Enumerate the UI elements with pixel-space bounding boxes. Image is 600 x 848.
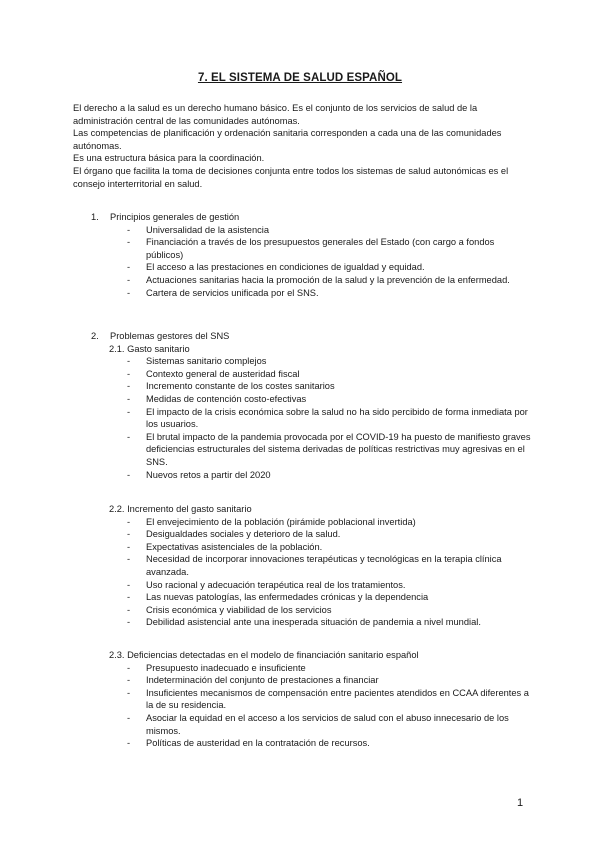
section-incremento [73,503,533,629]
section-heading-text: Principios generales de gestión [110,212,240,222]
section-deficiencias [73,649,533,750]
list-item: - Actuaciones sanitarias hacia la promoción de la salud y la prevención de la enfermedad. [73,274,533,287]
deficiencias-list [73,662,533,750]
list-item: - Asociar la equidad en el acceso a los servicios de salud con el abuso innecesario de los mismos. [73,712,533,737]
list-item: - Cartera de servicios unificada por el SNS. [73,287,533,300]
intro-paragraph: Las competencias de planificación y ordenación sanitaria corresponden a cada una de las comunidades autónomas. [73,128,502,151]
intro-paragraph: El órgano que facilita la toma de decisiones conjunta entre todos los sistemas de salud autonómicas es el consejo interterritorial en salud. [73,165,509,189]
section-heading-text: Problemas gestores del SNS [110,331,230,341]
intro-block [73,102,533,190]
list-item: - El acceso a las prestaciones en condiciones de igualdad y equidad. [73,261,533,274]
list-item: - Necesidad de incorporar innovaciones terapéuticas y tecnológicas en la terapia clínica avanzada. [73,553,533,578]
list-item: - Universalidad de la asistencia [73,224,533,237]
list-item: - Contexto general de austeridad fiscal [73,368,533,381]
list-item: - Expectativas asistenciales de la población. [73,541,533,554]
intro-paragraph: Es una estructura básica para la coordinación. [73,153,265,164]
page-number: 1 [517,797,524,809]
list-item: - Insuficientes mecanismos de compensación entre pacientes atendidos en CCAA diferentes a la de su residencia. [73,687,533,712]
incremento-list [73,516,533,629]
list-item: - Indeterminación del conjunto de prestaciones a financiar [73,674,533,687]
subsection-heading-incremento: 2.2. Incremento del gasto sanitario [109,504,252,514]
list-item: - Uso racional y adecuación terapéutica real de los tratamientos. [73,579,533,592]
section-number: 2. [91,331,99,341]
list-item: - El envejecimiento de la población (pirámide poblacional invertida) [73,516,533,529]
list-item: - Desigualdades sociales y deterioro de la salud. [73,528,533,541]
list-item: - Nuevos retos a partir del 2020 [73,469,533,482]
document-title: 7. EL SISTEMA DE SALUD ESPAÑOL [197,72,403,84]
intro-paragraph: El derecho a la salud es un derecho humano básico. Es el conjunto de los servicios de salud de la administración central de las comunidades autónomas. [73,103,478,126]
gasto-list [73,355,533,481]
list-item: - El impacto de la crisis económica sobre la salud no ha sido percibido de forma inmediata por los usuarios. [73,406,533,431]
list-item: - Políticas de austeridad en la contratación de recursos. [73,737,533,750]
section-principios [73,211,533,299]
section-heading [73,330,533,343]
list-item: - El brutal impacto de la pandemia provocada por el COVID-19 ha puesto de manifiesto graves deficiencias estructurales del sistema derivadas de políticas restrictivas muy agresivas en el SNS. [73,431,533,469]
list-item: - Medidas de contención costo-efectivas [73,393,533,406]
list-item: - Incremento constante de los costes sanitarios [73,380,533,393]
subsection-heading-deficiencias: 2.3. Deficiencias detectadas en el modelo de financiación sanitario español [109,650,419,660]
list-item: - Presupuesto inadecuado e insuficiente [73,662,533,675]
list-item: - Crisis económica y viabilidad de los servicios [73,604,533,617]
section-heading [73,211,533,224]
principios-list [73,224,533,300]
list-item: - Financiación a través de los presupuestos generales del Estado (con cargo a fondos públicos) [73,236,533,261]
section-number: 1. [91,212,99,222]
list-item: - Las nuevas patologías, las enfermedades crónicas y la dependencia [73,591,533,604]
section-problemas [73,330,533,481]
list-item: - Sistemas sanitario complejos [73,355,533,368]
subsection-heading-gasto: 2.1. Gasto sanitario [109,343,190,354]
list-item: - Debilidad asistencial ante una inesperada situación de pandemia a nivel mundial. [73,616,533,629]
